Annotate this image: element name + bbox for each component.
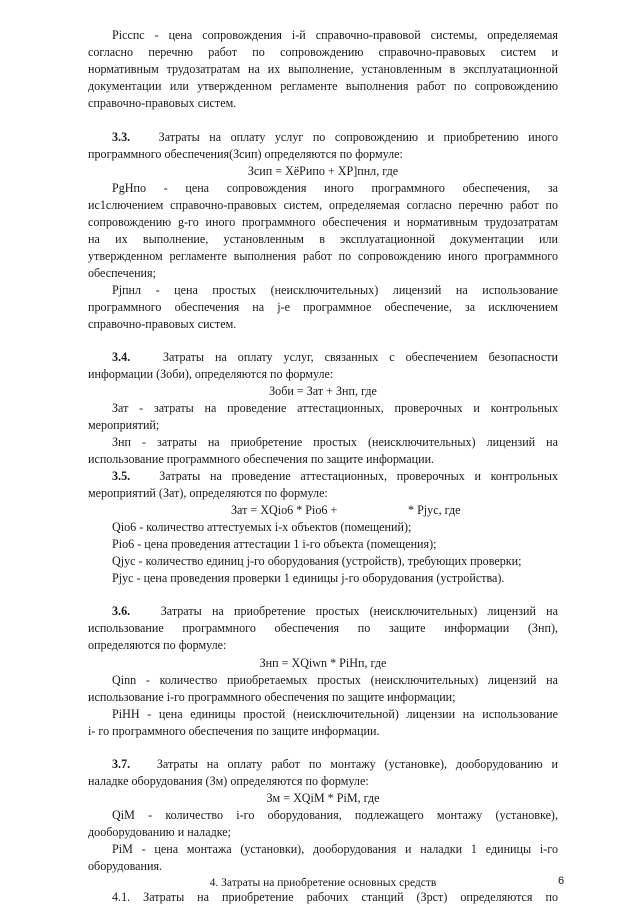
text-line: мероприятий; (88, 418, 160, 432)
text-line: 4.1. Затраты на приобретение рабочих станций (Зрст) определяются по (112, 890, 558, 904)
text-line: программного обеспечения на j-е программное обеспечение, за исключением (88, 300, 558, 314)
text-line: Зат - затраты на проведение аттестационных, проверочных и контрольных (112, 401, 558, 415)
text-line: Рiо6 - цена проведения аттестации 1 i-го объекта (помещения); (112, 537, 437, 551)
section-title: 4. Затраты на приобретение основных средств (209, 877, 437, 889)
text-line: РiМ - цена монтажа (установки), дооборудования и наладки 1 единицы i-го (112, 842, 558, 856)
text-line: нормативным трудозатратам на их выполнение, установленным в эксплуатационной (88, 62, 558, 76)
formula: Зм = ХQiМ * РiМ, где (266, 791, 380, 805)
text-line: ис1слючением справочно-правовых систем, определяемая согласно перечню работ по (88, 198, 558, 212)
text-line: мероприятий (Зат), определяются по формуле: (88, 486, 328, 500)
section-heading: 3.6. Затраты на приобретение простых (неисключительных) лицензий на (112, 604, 558, 618)
section-number: 3.3. (112, 130, 131, 144)
formula: Зоби = Зат + Знп, где (269, 384, 377, 398)
text-line: обеспечения; (88, 266, 156, 280)
text-line: программного обеспечения(Зсип) определяются по формуле: (88, 147, 403, 161)
formula: Зсип = ХёРипо + ХР]пнл, где (247, 164, 399, 178)
text-line: сопровождению g-го иного программного обеспечения и нормативным трудозатратам (88, 215, 558, 229)
page-number: 6 (558, 875, 565, 887)
text-line: Qjус - количество единиц j-го оборудования (устройств), требующих проверки; (112, 554, 522, 568)
text-line: i- го программного обеспечения по защите информации. (88, 724, 380, 738)
text-line: справочно-правовых систем. (88, 317, 237, 331)
text-line: Знп - затраты на приобретение простых (неисключительных) лицензий на (112, 435, 558, 449)
text-line: Рicспс - цена сопровождения i-й справочно-правовой системы, определяемая (112, 28, 558, 42)
section-number: 3.4. (112, 350, 131, 364)
text-line: использование программного обеспечения по защите информации. (88, 452, 435, 466)
text-line: определяются по формуле: (88, 638, 227, 652)
text-line: справочно-правовых систем. (88, 96, 237, 110)
formula: Зат = ХQiо6 * Рiо6 + (231, 503, 338, 517)
text-line: утвержденном регламенте выполнения работ по сопровождению иного программного (88, 249, 558, 263)
section-heading: 3.4. Затраты на оплату услуг, связанных с обеспечением безопасности (112, 350, 559, 364)
text-line: согласно перечню работ по сопровождению справочно-правовых систем и (88, 45, 558, 59)
text-line: Qiо6 - количество аттестуемых i-х объектов (помещений); (112, 520, 412, 534)
section-number: 3.7. (112, 757, 131, 771)
text-line: использование программного обеспечения по защите информации (Знп), (88, 621, 558, 635)
text-line: Рjпнл - цена простых (неисключительных) лицензий на использование (112, 283, 558, 297)
section-number: 3.6. (112, 604, 131, 618)
text-line: на их выполнение, установленным в эксплуатационной документации или (88, 232, 558, 246)
section-heading: 3.5. Затраты на проведение аттестационных, проверочных и контрольных (112, 469, 558, 483)
text-line: РgНпо - цена сопровождения иного программного обеспечения, за (112, 181, 558, 195)
text-line: РiНН - цена единицы простой (неисключительной) лицензии на использование (112, 707, 558, 721)
section-heading: 3.3. Затраты на оплату услуг по сопровождению и приобретению иного (112, 130, 558, 144)
text-line: QiМ - количество i-го оборудования, подлежащего монтажу (установке), (112, 808, 558, 822)
text-line: Рjус - цена проведения проверки 1 единицы j-го оборудования (устройства). (112, 571, 505, 585)
formula: Знп = ХQiwn * РiНп, где (259, 656, 387, 670)
text-line: документации или утвержденном регламенте выполнения работ по сопровождению (88, 79, 558, 93)
text-line: Qinn - количество приобретаемых простых (неисключительных) лицензий на (112, 673, 558, 687)
formula: * Рjус, где (408, 503, 461, 517)
section-heading: 3.7. Затраты на оплату работ по монтажу (установке), дооборудованию и (112, 757, 558, 771)
text-line: информации (Зоби), определяются по формуле: (88, 367, 334, 381)
section-number: 3.5. (112, 469, 131, 483)
text-line: использование i-го программного обеспечения по защите информации; (88, 690, 456, 704)
text-line: наладке оборудования (Зм) определяются по формуле: (88, 774, 369, 788)
text-line: оборудования. (88, 859, 163, 873)
text-line: дооборудованию и наладке; (88, 825, 232, 839)
